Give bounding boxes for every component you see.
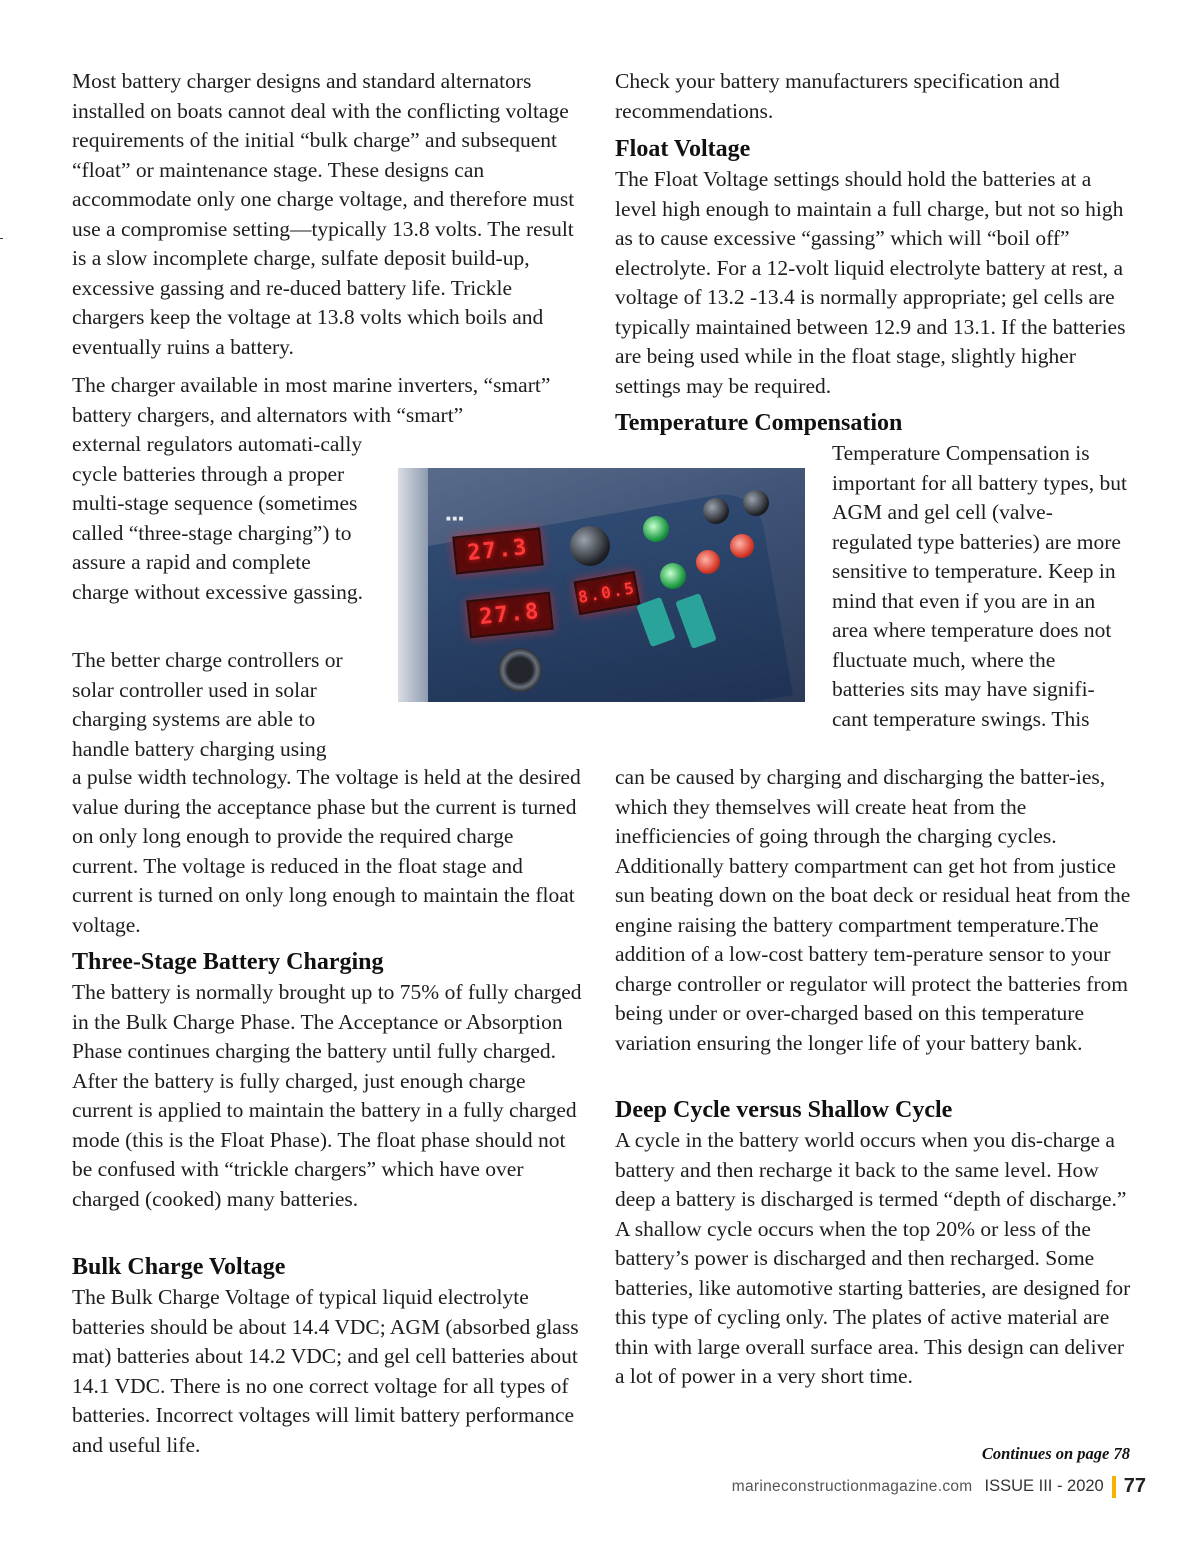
green-button-2 xyxy=(660,563,686,589)
heading-float-voltage: Float Voltage xyxy=(615,136,751,162)
console-photo xyxy=(398,468,805,702)
page-footer xyxy=(732,1475,1146,1498)
red-button-2 xyxy=(730,534,754,558)
green-button-1 xyxy=(643,516,669,542)
page-number: 77 xyxy=(1123,1475,1146,1497)
footer-site: marineconstructionmagazine.com xyxy=(731,1477,973,1495)
left-paragraph-3-wrap: The better charge controllers or solar controller used in solar charging systems are able to handle battery charging using xyxy=(72,648,343,761)
right-paragraph-temp-full: can be caused by charging and discharging the batter-ies, which they themselves will create heat from the inefficiencies of going through the charging cycles. Additionally battery compartment can get hot from justice sun beating down on the boat deck or residual heat from the engine raising the battery compartment temperature.The addition of a low-cost battery tem-perature sensor to your charge controller or regulator will protect the batteries from being under or over-charged based on this temperature variation ensuring the longer life of your battery bank. xyxy=(615,765,1131,1055)
console-edge xyxy=(398,468,428,702)
continues-note: Continues on page 78 xyxy=(981,1444,1130,1463)
right-paragraph-check: Check your battery manufacturers specification and recommendations. xyxy=(615,69,1060,123)
left-paragraph-1: Most battery charger designs and standard alternators installed on boats cannot deal with the conflicting voltage requirements of the initial “bulk charge” and subsequent “float” or maintenance stage. These designs can accommodate only one charge voltage, and therefore must use a compromise setting—typically 13.8 volts. The result is a slow incomplete charge, sulfate deposit build-up, excessive gassing and re-duced battery life. Trickle chargers keep the voltage at 13.8 volts which boils and eventually ruins a battery. xyxy=(72,69,575,359)
key-switch-2 xyxy=(743,490,769,516)
left-paragraph-bulk: The Bulk Charge Voltage of typical liquid electrolyte batteries should be about 14.4 VDC; AGM (absorbed glass mat) batteries about 14.2 VDC; and gel cell batteries about 14.1 VDC. There is no one correct voltage for all types of batteries. Incorrect voltages will limit battery performance and useful life. xyxy=(72,1285,579,1457)
key-switch-1 xyxy=(703,498,729,524)
amp-display: 8.0.5 xyxy=(574,571,641,615)
footer-divider xyxy=(1112,1476,1116,1498)
red-button-1 xyxy=(696,550,720,574)
heading-temperature-compensation: Temperature Compensation xyxy=(615,410,903,436)
voltage-display-1: 27.3 xyxy=(452,528,543,575)
right-paragraph-temp-wrap: Temperature Compensation is important for all battery types, but AGM and gel cell (valve-regulated type batteries) are more sensitive to temperature. Keep in mind that even if you are in an area where temperature does not fluctuate much, where the batteries sits may have signifi-cant temperature swings. This xyxy=(832,441,1127,731)
heading-deep-cycle: Deep Cycle versus Shallow Cycle xyxy=(615,1097,953,1123)
heading-three-stage: Three-Stage Battery Charging xyxy=(72,949,384,975)
right-paragraph-float: The Float Voltage settings should hold the batteries at a level high enough to maintain a full charge, but not so high as to cause excessive “gassing” which will “boil off” electrolyte. For a 12-volt liquid electrolyte battery at rest, a voltage of 13.2 -13.4 is normally appropriate; gel cells are typically maintained between 12.9 and 13.1. If the batteries are being used while in the float stage, slightly higher settings may be required. xyxy=(615,167,1126,398)
margin-mark xyxy=(0,238,3,239)
photo-label: ■ ■ ■ xyxy=(446,516,464,522)
left-paragraph-3-full: a pulse width technology. The voltage is held at the desired value during the acceptance phase but the current is turned on only long enough to provide the required charge current. The voltage is reduced in the float stage and current is turned on only long enough to maintain the float voltage. xyxy=(72,765,581,937)
selector-knob xyxy=(570,526,610,566)
heading-bulk-charge: Bulk Charge Voltage xyxy=(72,1254,286,1280)
footer-issue: ISSUE III - 2020 xyxy=(984,1477,1104,1495)
right-paragraph-deep: A cycle in the battery world occurs when you dis-charge a battery and then recharge it back to the same level. How deep a battery is discharged is termed “depth of discharge.” A shallow cycle occurs when the top 20% or less of the battery’s power is discharged and then recharged. Some batteries, like automotive starting batteries, are designed for this type of cycling only. The plates of active material are thin with large overall surface area. This design can deliver a lot of power in a very short time. xyxy=(615,1128,1131,1388)
left-paragraph-2-wrap: external regulators automati-cally cycle batteries through a proper multi-stage sequence (sometimes called “three-stage charging”) to assure a rapid and complete charge without excessive gassing. xyxy=(72,432,363,604)
left-paragraph-2-top: The charger available in most marine inverters, “smart” battery chargers, and alternators with “smart” xyxy=(72,373,551,427)
left-paragraph-three-stage: The battery is normally brought up to 75% of fully charged in the Bulk Charge Phase. The Acceptance or Absorption Phase continues charging the battery until fully charged. After the battery is fully charged, just enough charge current is applied to maintain the battery in a fully charged mode (this is the Float Phase). The float phase should not be confused with “trickle chargers” which have over charged (cooked) many batteries. xyxy=(72,980,582,1211)
usb-socket xyxy=(498,648,542,692)
voltage-display-2: 27.8 xyxy=(466,592,554,639)
